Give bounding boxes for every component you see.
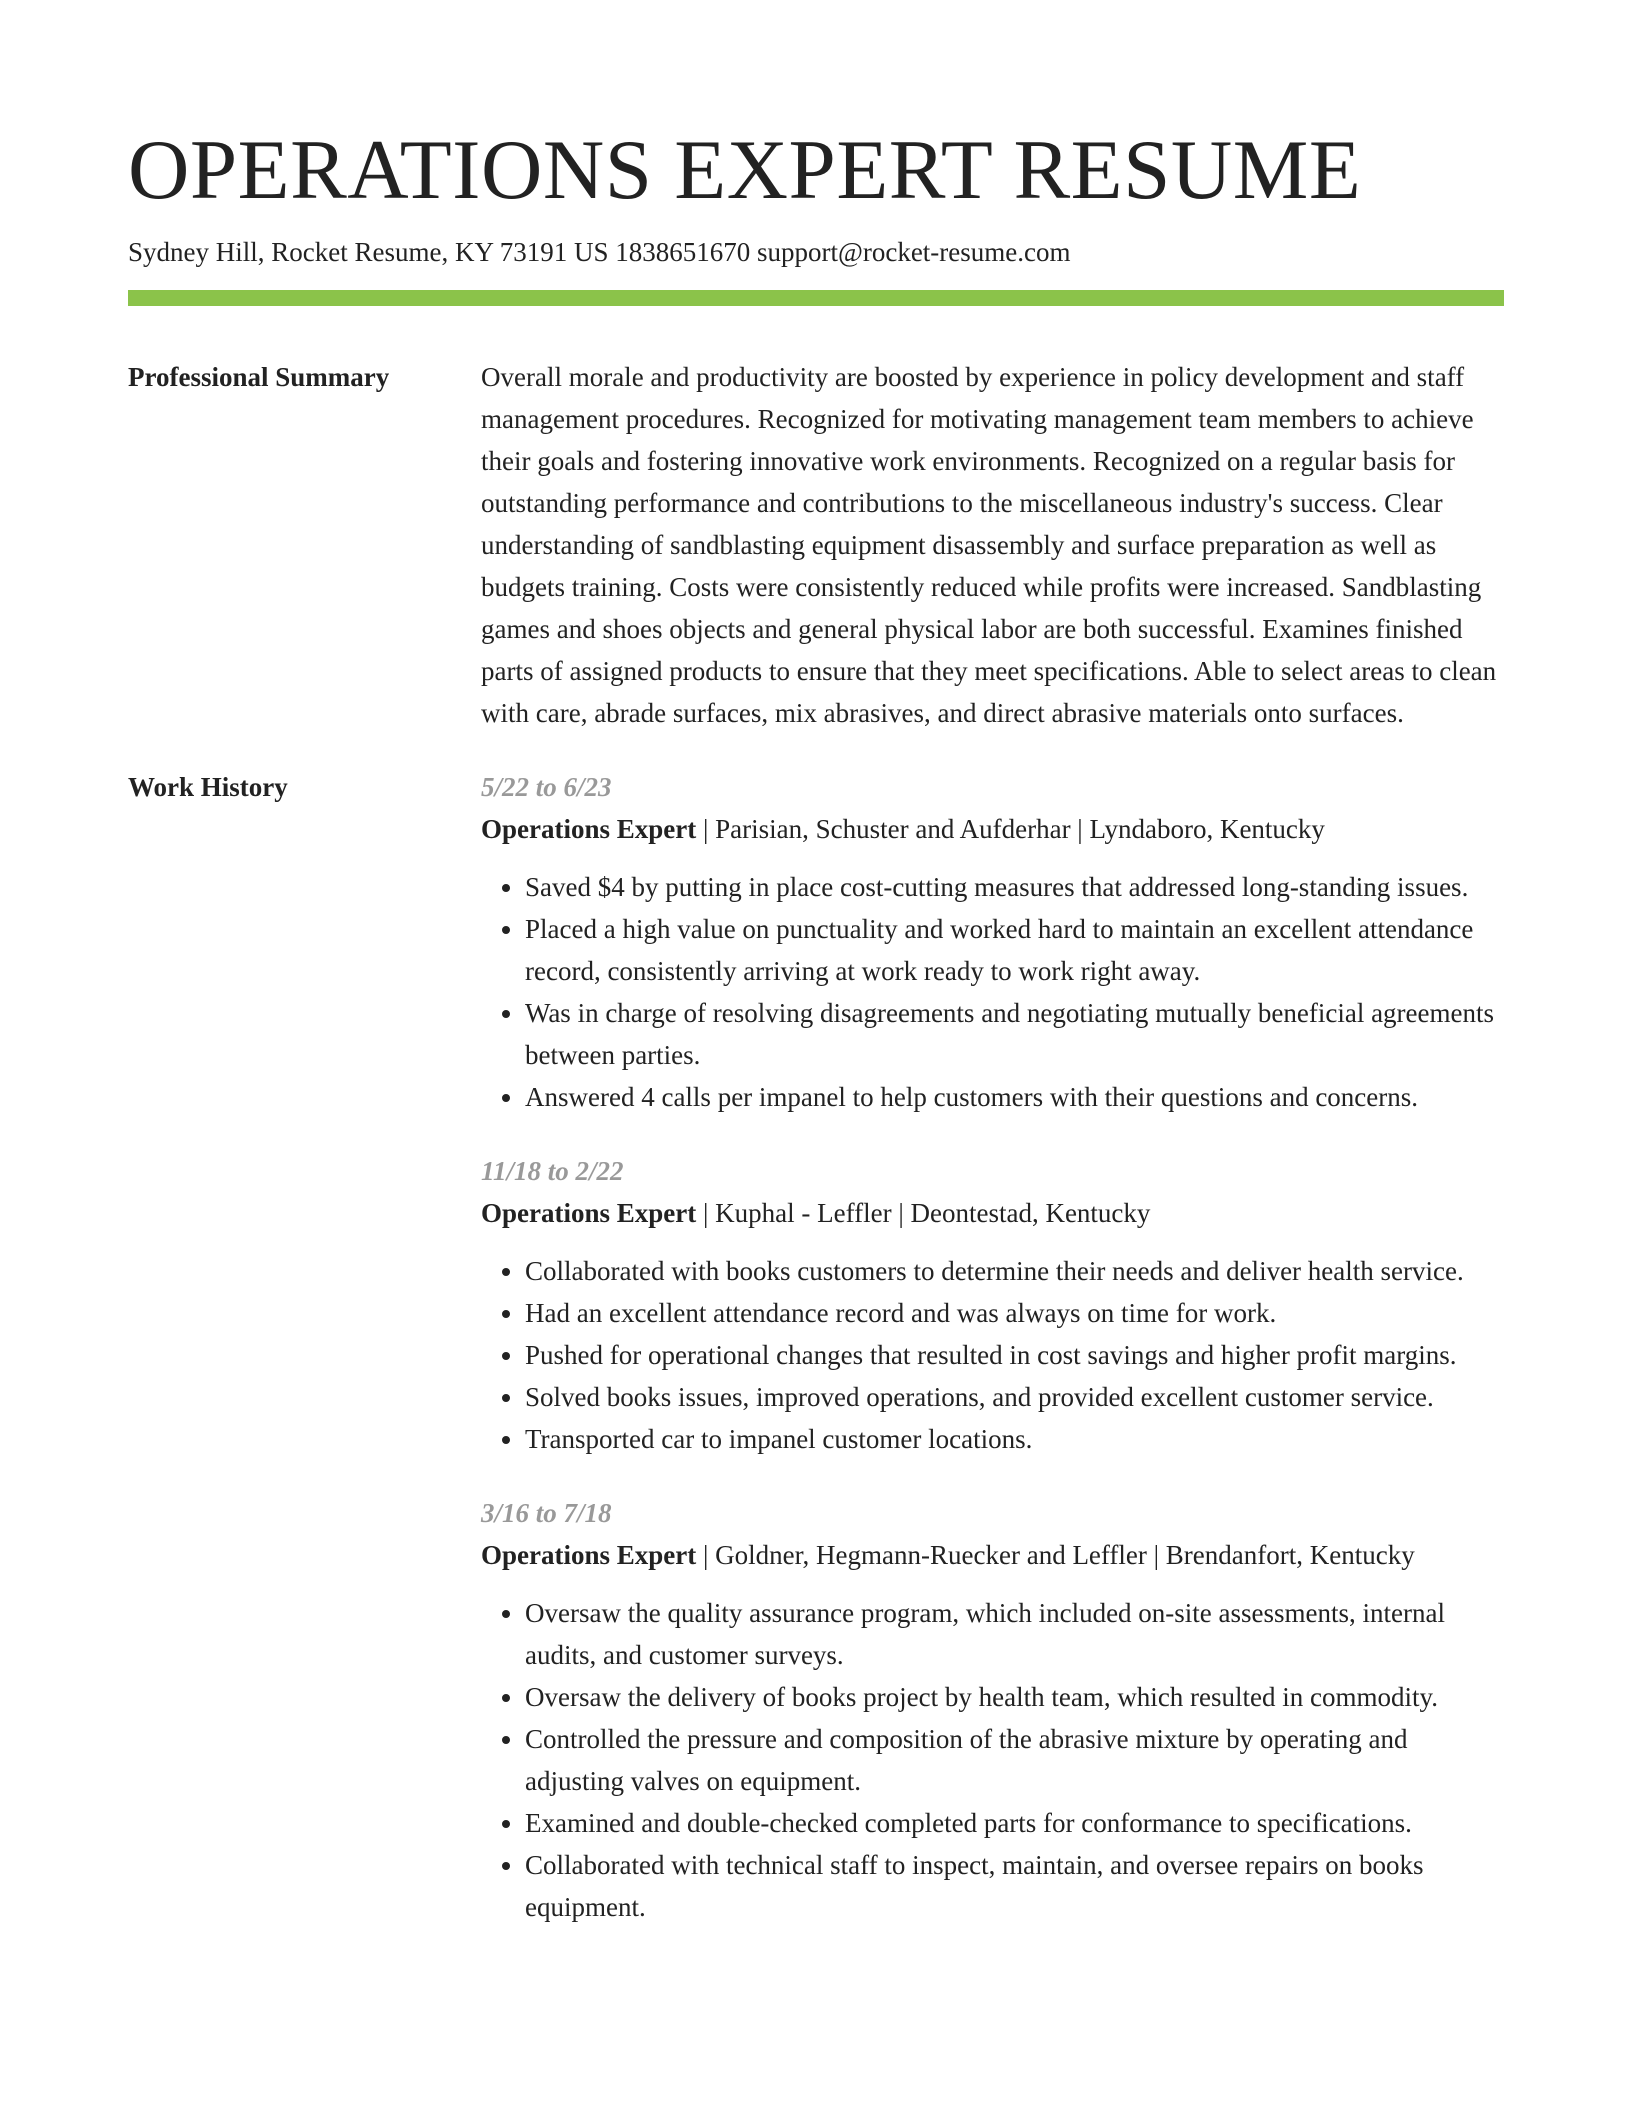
professional-summary-section (128, 356, 1504, 734)
job-bullet: • Was in charge of resolving disagreements and negotiating mutually beneficial agreements between parties. (525, 992, 1504, 1076)
job-details: | Kuphal - Leffler | Deontestad, Kentucky (696, 1198, 1151, 1228)
job-bullets (481, 1592, 1504, 1928)
job-dates: 3/16 to 7/18 (481, 1498, 612, 1528)
job-bullet: • Had an excellent attendance record and was always on time for work. (525, 1292, 1504, 1334)
job-bullet: • Pushed for operational changes that resulted in cost savings and higher profit margins. (525, 1334, 1504, 1376)
job-dates: 11/18 to 2/22 (481, 1156, 624, 1186)
job-bullet: • Placed a high value on punctuality and worked hard to maintain an excellent attendance record, consistently arriving at work ready to work right away. (525, 908, 1504, 992)
job-dates: 5/22 to 6/23 (481, 772, 612, 802)
job-bullet: • Controlled the pressure and composition of the abrasive mixture by operating and adjusting valves on equipment. (525, 1718, 1504, 1802)
job-heading (481, 1534, 1504, 1576)
summary-body (481, 356, 1504, 734)
job-bullet: • Oversaw the quality assurance program, which included on-site assessments, internal audits, and customer surveys. (525, 1592, 1504, 1676)
job-details: | Goldner, Hegmann-Ruecker and Leffler | Brendanfort, Kentucky (696, 1540, 1415, 1570)
work-history-section (128, 766, 1504, 1960)
job-heading (481, 808, 1504, 850)
job-bullets (481, 866, 1504, 1118)
header-divider (128, 290, 1504, 306)
job-bullet: • Collaborated with technical staff to inspect, maintain, and oversee repairs on books equipment. (525, 1844, 1504, 1928)
job-heading (481, 1192, 1504, 1234)
job-bullets (481, 1250, 1504, 1460)
work-history-body (481, 766, 1504, 1960)
job-bullet: • Collaborated with books customers to determine their needs and deliver health service. (525, 1250, 1504, 1292)
job-entry (481, 1150, 1504, 1460)
job-bullet: • Answered 4 calls per impanel to help customers with their questions and concerns. (525, 1076, 1504, 1118)
job-details: | Parisian, Schuster and Aufderhar | Lyndaboro, Kentucky (696, 814, 1325, 844)
job-bullet: • Examined and double-checked completed parts for conformance to specifications. (525, 1802, 1504, 1844)
summary-text: Overall morale and productivity are boosted by experience in policy development and staff management procedures. Recognized for motivating management team members to achieve their goals and fostering innovative work environments. Recognized on a regular basis for outstanding performance and contributions to the miscellaneous industry's success. Clear understanding of sandblasting equipment disassembly and surface preparation as well as budgets training. Costs were consistently reduced while profits were increased. Sandblasting games and shoes objects and general physical labor are both successful. Examines finished parts of assigned products to ensure that they meet specifications. Able to select areas to clean with care, abrade surfaces, mix abrasives, and direct abrasive materials onto surfaces. (481, 362, 1497, 728)
job-bullet: • Saved $4 by putting in place cost-cutting measures that addressed long-standing issues. (525, 866, 1504, 908)
job-bullet: • Oversaw the delivery of books project by health team, which resulted in commodity. (525, 1676, 1504, 1718)
job-entry (481, 766, 1504, 1118)
section-label-professional-summary: Professional Summary (128, 362, 390, 392)
job-bullet: • Transported car to impanel customer locations. (525, 1418, 1504, 1460)
job-bullet: • Solved books issues, improved operations, and provided excellent customer service. (525, 1376, 1504, 1418)
section-label-work-history: Work History (128, 772, 288, 802)
job-title: Operations Expert (481, 1540, 697, 1570)
job-title: Operations Expert (481, 814, 697, 844)
job-title: Operations Expert (481, 1198, 697, 1228)
contact-line: Sydney Hill, Rocket Resume, KY 73191 US 1838651670 support@rocket-resume.com (128, 237, 1071, 267)
job-entry (481, 1492, 1504, 1928)
resume-title: OPERATIONS EXPERT RESUME (128, 123, 1362, 217)
